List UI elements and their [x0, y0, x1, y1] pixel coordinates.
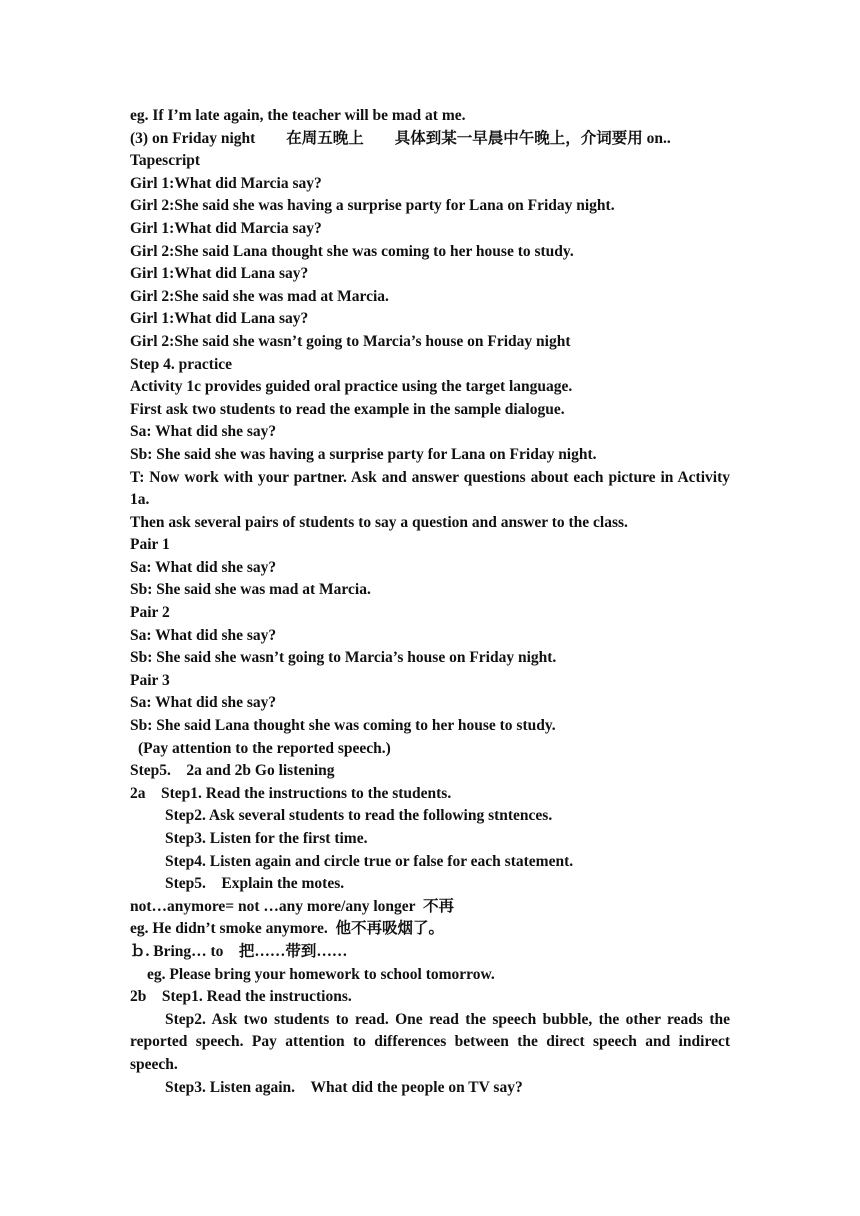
instruction-line: Then ask several pairs of students to say a question and answer to the class. — [130, 513, 628, 531]
step-line: Step2. Ask several students to read the following stntences. — [165, 807, 553, 825]
teacher-instruction: T: Now work with your partner. Ask and answer questions about each picture in Activity 1a. — [130, 468, 730, 509]
dialogue-line: Sa: What did she say? — [130, 558, 277, 576]
dialogue-line: Sa: What did she say? — [130, 694, 277, 712]
document-body — [130, 105, 730, 1099]
grammar-note: ｂ. Bring… to 把……带到…… — [130, 942, 348, 960]
instruction-line: First ask two students to read the example in the sample dialogue. — [130, 400, 565, 418]
dialogue-line: Girl 2:She said Lana thought she was coming to her house to study. — [130, 242, 574, 260]
step-paragraph: Step2. Ask two students to read. One read the speech bubble, the other reads the reported speech. Pay attention to differences between the direct speech and indirect speech. — [130, 1010, 730, 1073]
step-2a-line: 2a Step1. Read the instructions to the students. — [130, 784, 452, 802]
dialogue-line: Sb: She said she wasn’t going to Marcia’s house on Friday night. — [130, 649, 557, 667]
grammar-note: not…anymore= not …any more/any longer 不再 — [130, 897, 455, 915]
reported-speech-note: (Pay attention to the reported speech.) — [138, 739, 391, 757]
dialogue-line: Sb: She said she was having a surprise party for Lana on Friday night. — [130, 445, 597, 463]
pair-heading: Pair 2 — [130, 604, 170, 622]
activity-description: Activity 1c provides guided oral practice using the target language. — [130, 378, 573, 396]
step5-heading: Step5. 2a and 2b Go listening — [130, 762, 335, 780]
step-line: Step3. Listen for the first time. — [165, 830, 368, 847]
dialogue-line: Girl 1:What did Marcia say? — [130, 174, 322, 192]
dialogue-line: Girl 2:She said she was mad at Marcia. — [130, 287, 389, 305]
dialogue-line: Girl 2:She said she wasn’t going to Marcia’s house on Friday night — [130, 332, 571, 350]
tapescript-heading: Tapescript — [130, 152, 201, 170]
note-on-friday-night: (3) on Friday night 在周五晚上 具体到某一早晨中午晚上，介词要用 on.. — [130, 129, 671, 147]
step-line: Step4. Listen again and circle true or false for each statement. — [165, 852, 574, 870]
dialogue-line: Sa: What did she say? — [130, 626, 277, 644]
dialogue-line: Girl 2:She said she was having a surprise party for Lana on Friday night. — [130, 197, 615, 215]
step-line: Step5. Explain the motes. — [165, 875, 345, 893]
example-sentence: eg. He didn’t smoke anymore. 他不再吸烟了。 — [130, 920, 445, 938]
dialogue-line: Girl 1:What did Lana say? — [130, 265, 309, 283]
pair-heading: Pair 3 — [130, 671, 170, 689]
dialogue-line: Sb: She said she was mad at Marcia. — [130, 581, 371, 599]
example-sentence: eg. Please bring your homework to school tomorrow. — [147, 965, 495, 983]
example-sentence: eg. If I’m late again, the teacher will be mad at me. — [130, 107, 466, 124]
dialogue-line: Sa: What did she say? — [130, 423, 277, 441]
step4-heading: Step 4. practice — [130, 355, 233, 373]
step-2b-line: 2b Step1. Read the instructions. — [130, 988, 352, 1006]
pair-heading: Pair 1 — [130, 536, 170, 554]
dialogue-line: Sb: She said Lana thought she was coming to her house to study. — [130, 717, 556, 735]
step-line: Step3. Listen again. What did the people on TV say? — [165, 1078, 523, 1096]
dialogue-line: Girl 1:What did Lana say? — [130, 310, 309, 328]
dialogue-line: Girl 1:What did Marcia say? — [130, 219, 322, 237]
